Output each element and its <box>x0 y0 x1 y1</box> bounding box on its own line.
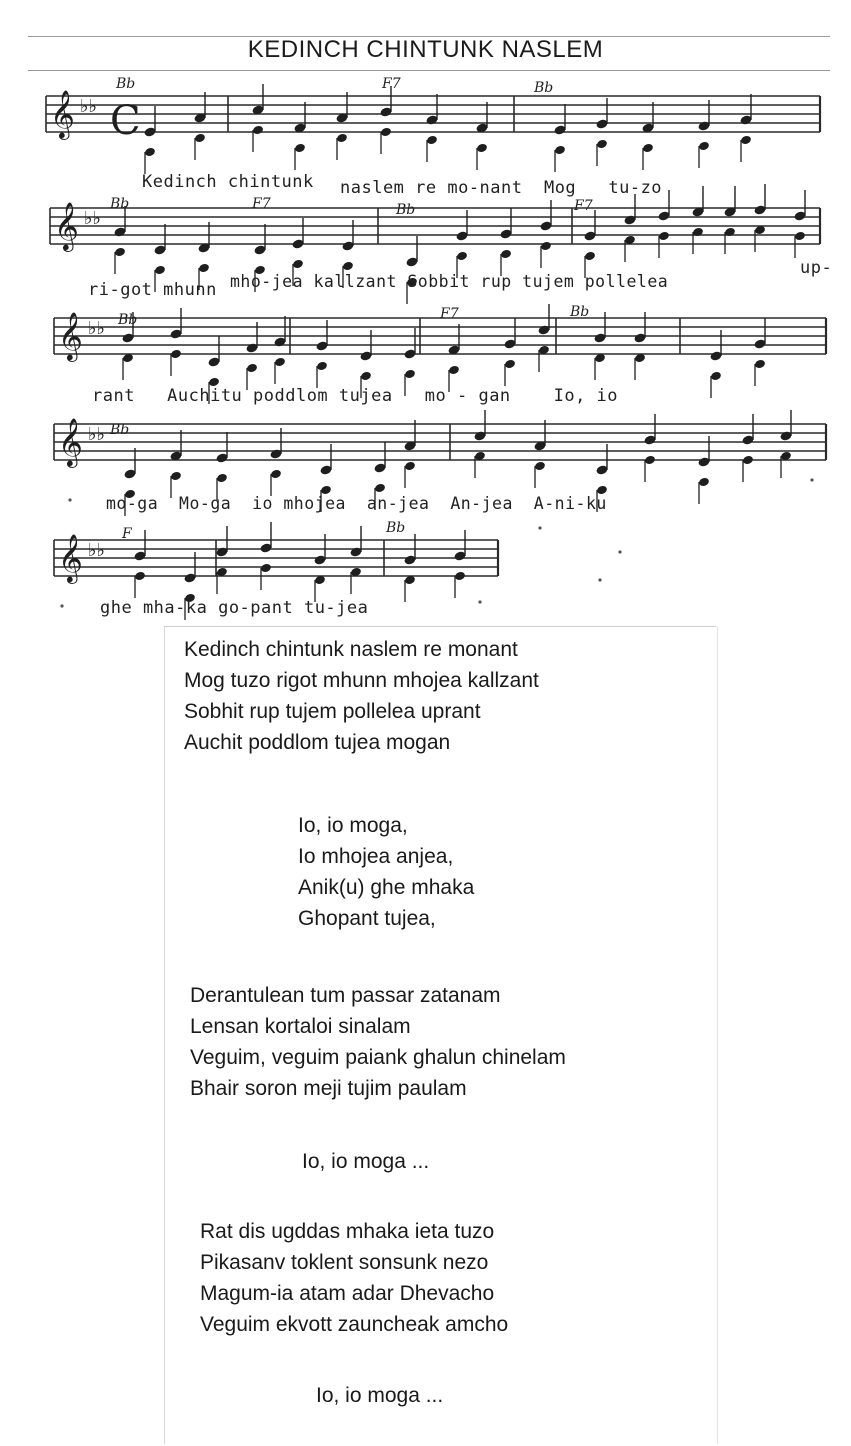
score-lyric: ri-got mhunn <box>88 280 217 300</box>
song-title: KEDINCH CHINTUNK NASLEM <box>247 36 604 63</box>
note-head <box>456 251 468 262</box>
verse-1 <box>184 634 539 758</box>
note-head <box>246 363 258 374</box>
note-head <box>154 265 166 276</box>
verse-line: Io, io moga, <box>298 814 408 837</box>
note-head <box>374 483 386 494</box>
score-lyric: ghe mha-ka go-pant tu-jea <box>100 598 369 618</box>
verse-line: Veguim, veguim paiank ghalun chinelam <box>190 1046 566 1069</box>
note-head <box>336 133 348 144</box>
note-head <box>216 473 228 484</box>
note-head <box>198 263 210 274</box>
speckle <box>618 550 621 553</box>
verse-line: Anik(u) ghe mhaka <box>298 876 475 899</box>
panel-top-rule <box>164 626 716 627</box>
note-head <box>476 143 488 154</box>
speckle <box>68 498 71 501</box>
note-head <box>144 147 156 158</box>
note-head <box>584 251 596 262</box>
refrain-reference: Io, io moga ... <box>302 1150 430 1173</box>
refrain <box>298 810 474 934</box>
note-head <box>404 461 416 472</box>
verse-2 <box>190 980 566 1104</box>
chord-symbol: Bb <box>110 422 130 438</box>
chord-symbol: Bb <box>396 202 416 218</box>
note-head <box>170 471 182 482</box>
note-head <box>114 247 126 258</box>
verse-line: Mog tuzo rigot mhunn mhojea kallzant <box>184 669 539 692</box>
verse-line: Magum-ia atam adar Dhevacho <box>200 1282 495 1305</box>
score-lyric: rant Auchitu poddlom tujea mo - gan Io, io <box>92 386 619 406</box>
verse-line: Bhair soron meji tujim paulam <box>190 1077 467 1100</box>
note-head <box>292 259 304 270</box>
note-head <box>534 461 546 472</box>
common-time-icon: C <box>110 98 141 144</box>
verse-line: Pikasanv toklent sonsunk nezo <box>200 1251 489 1274</box>
verse-line: Veguim ekvott zauncheak amcho <box>200 1313 509 1336</box>
note-head <box>426 135 438 146</box>
note-head <box>540 241 552 252</box>
treble-clef-icon: 𝄞 <box>50 89 75 138</box>
speckle <box>598 578 601 581</box>
verse-line: Kedinch chintunk naslem re monant <box>184 638 518 661</box>
note-head <box>170 349 182 360</box>
note-head <box>742 455 754 466</box>
verse-line: Sobhit rup tujem pollelea uprant <box>184 700 481 723</box>
note-head <box>698 477 710 488</box>
chord-symbol: F7 <box>252 196 271 212</box>
chord-symbol: F7 <box>440 306 459 322</box>
note-head <box>698 141 710 152</box>
key-signature-flat-icon: ♭♭ <box>88 424 105 445</box>
treble-clef-icon: 𝄞 <box>58 533 83 582</box>
score-lyric: Kedinch chintunk <box>142 172 314 192</box>
note-head <box>710 371 722 382</box>
note-head <box>658 231 670 242</box>
treble-clef-icon: 𝄞 <box>54 201 79 250</box>
score-lyric: mho-jea kallzant Sobbit rup tujem pollelea <box>230 272 669 291</box>
treble-clef-icon: 𝄞 <box>58 417 83 466</box>
note-head <box>380 127 392 138</box>
verse-3 <box>200 1216 508 1340</box>
note-head <box>642 143 654 154</box>
score-lyric: mo-ga Mo-ga io mhojea an-jea An-jea A-ni-ku <box>106 494 607 513</box>
refrain-reference: Io, io moga ... <box>316 1384 444 1407</box>
note-head <box>500 249 512 260</box>
speckle <box>810 478 813 481</box>
note-head <box>342 261 354 272</box>
verse-line: Ghopant tujea, <box>298 907 436 930</box>
note-head <box>294 143 306 154</box>
note-head <box>454 571 466 582</box>
chord-symbol: Bb <box>386 520 406 536</box>
note-head <box>404 369 416 380</box>
verse-line: Io mhojea anjea, <box>298 845 454 868</box>
chord-symbol: Bb <box>570 304 590 320</box>
note-head <box>596 139 608 150</box>
chord-symbol: Bb <box>110 196 130 212</box>
note-head <box>252 125 264 136</box>
verse-line: Derantulean tum passar zatanam <box>190 984 501 1007</box>
treble-clef-icon: 𝄞 <box>58 311 83 360</box>
note-head <box>194 133 206 144</box>
score-lyric: naslem re mo-nant Mog tu-zo <box>340 178 663 198</box>
score-lyric: up- <box>800 258 833 278</box>
note-head <box>794 231 806 242</box>
note-head <box>504 359 516 370</box>
chord-symbol: Bb <box>116 76 136 92</box>
note-head <box>260 563 272 574</box>
note-head <box>554 145 566 156</box>
chord-symbol: Bb <box>534 80 554 96</box>
note-head <box>274 357 286 368</box>
note-head <box>448 365 460 376</box>
key-signature-flat-icon: ♭♭ <box>80 96 97 117</box>
verse-line: Auchit poddlom tujea mogan <box>184 731 451 754</box>
key-signature-flat-icon: ♭♭ <box>88 540 105 561</box>
note-head <box>740 135 752 146</box>
key-signature-flat-icon: ♭♭ <box>84 208 101 229</box>
chord-symbol: F7 <box>574 198 593 214</box>
note-head <box>360 371 372 382</box>
note-head <box>754 359 766 370</box>
chord-symbol: Bb <box>118 312 138 328</box>
note-head <box>644 455 656 466</box>
key-signature-flat-icon: ♭♭ <box>88 318 105 339</box>
speckle <box>60 604 63 607</box>
verse-line: Rat dis ugddas mhaka ieta tuzo <box>200 1220 495 1243</box>
chord-symbol: F7 <box>382 76 401 92</box>
note-head <box>270 469 282 480</box>
speckle <box>478 600 481 603</box>
speckle <box>538 526 541 529</box>
verse-line: Lensan kortaloi sinalam <box>190 1015 411 1038</box>
chord-symbol: F <box>122 526 132 542</box>
note-head <box>316 361 328 372</box>
note-head <box>134 571 146 582</box>
